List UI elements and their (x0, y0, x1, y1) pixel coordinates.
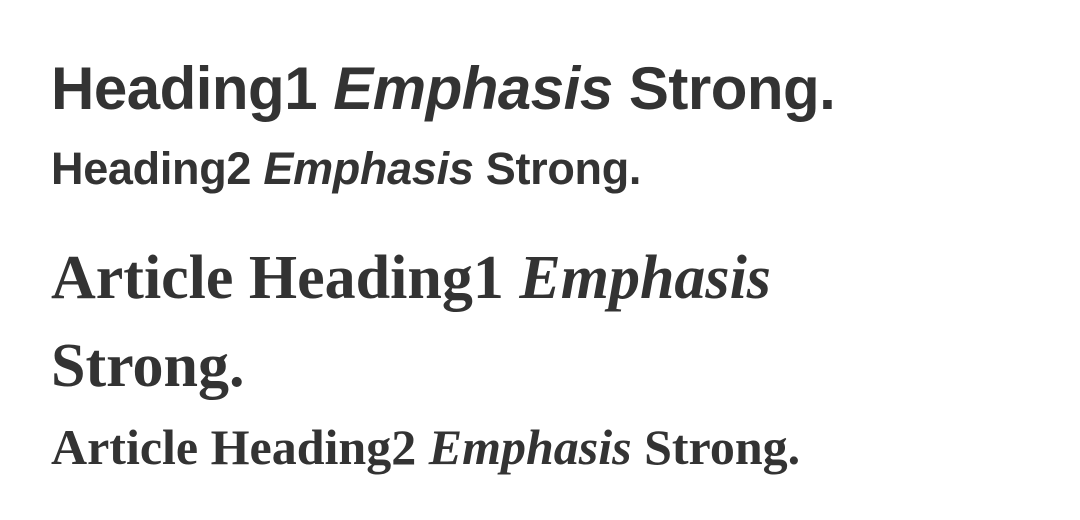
article-heading2-emphasis: Emphasis (428, 419, 632, 475)
article-heading2-label: Article Heading2 (51, 419, 417, 475)
article-heading1-wrapped-line (51, 321, 245, 411)
heading1-label: Heading1 (51, 55, 318, 122)
article-heading1-label: Article Heading1 (51, 244, 504, 312)
heading2-strong: Strong. (485, 143, 642, 194)
article-heading2-sample (51, 412, 800, 482)
article-heading1-sample (51, 233, 771, 323)
heading1-sample (51, 51, 835, 127)
heading1-emphasis: Emphasis (333, 55, 613, 122)
article-heading1-emphasis: Emphasis (519, 244, 771, 312)
heading2-sample (51, 139, 641, 199)
article-heading2-strong: Strong. (644, 419, 801, 475)
heading2-label: Heading2 (51, 143, 252, 194)
heading1-strong: Strong. (628, 55, 836, 122)
article-heading1-strong: Strong. (51, 332, 245, 400)
heading2-emphasis: Emphasis (263, 143, 474, 194)
